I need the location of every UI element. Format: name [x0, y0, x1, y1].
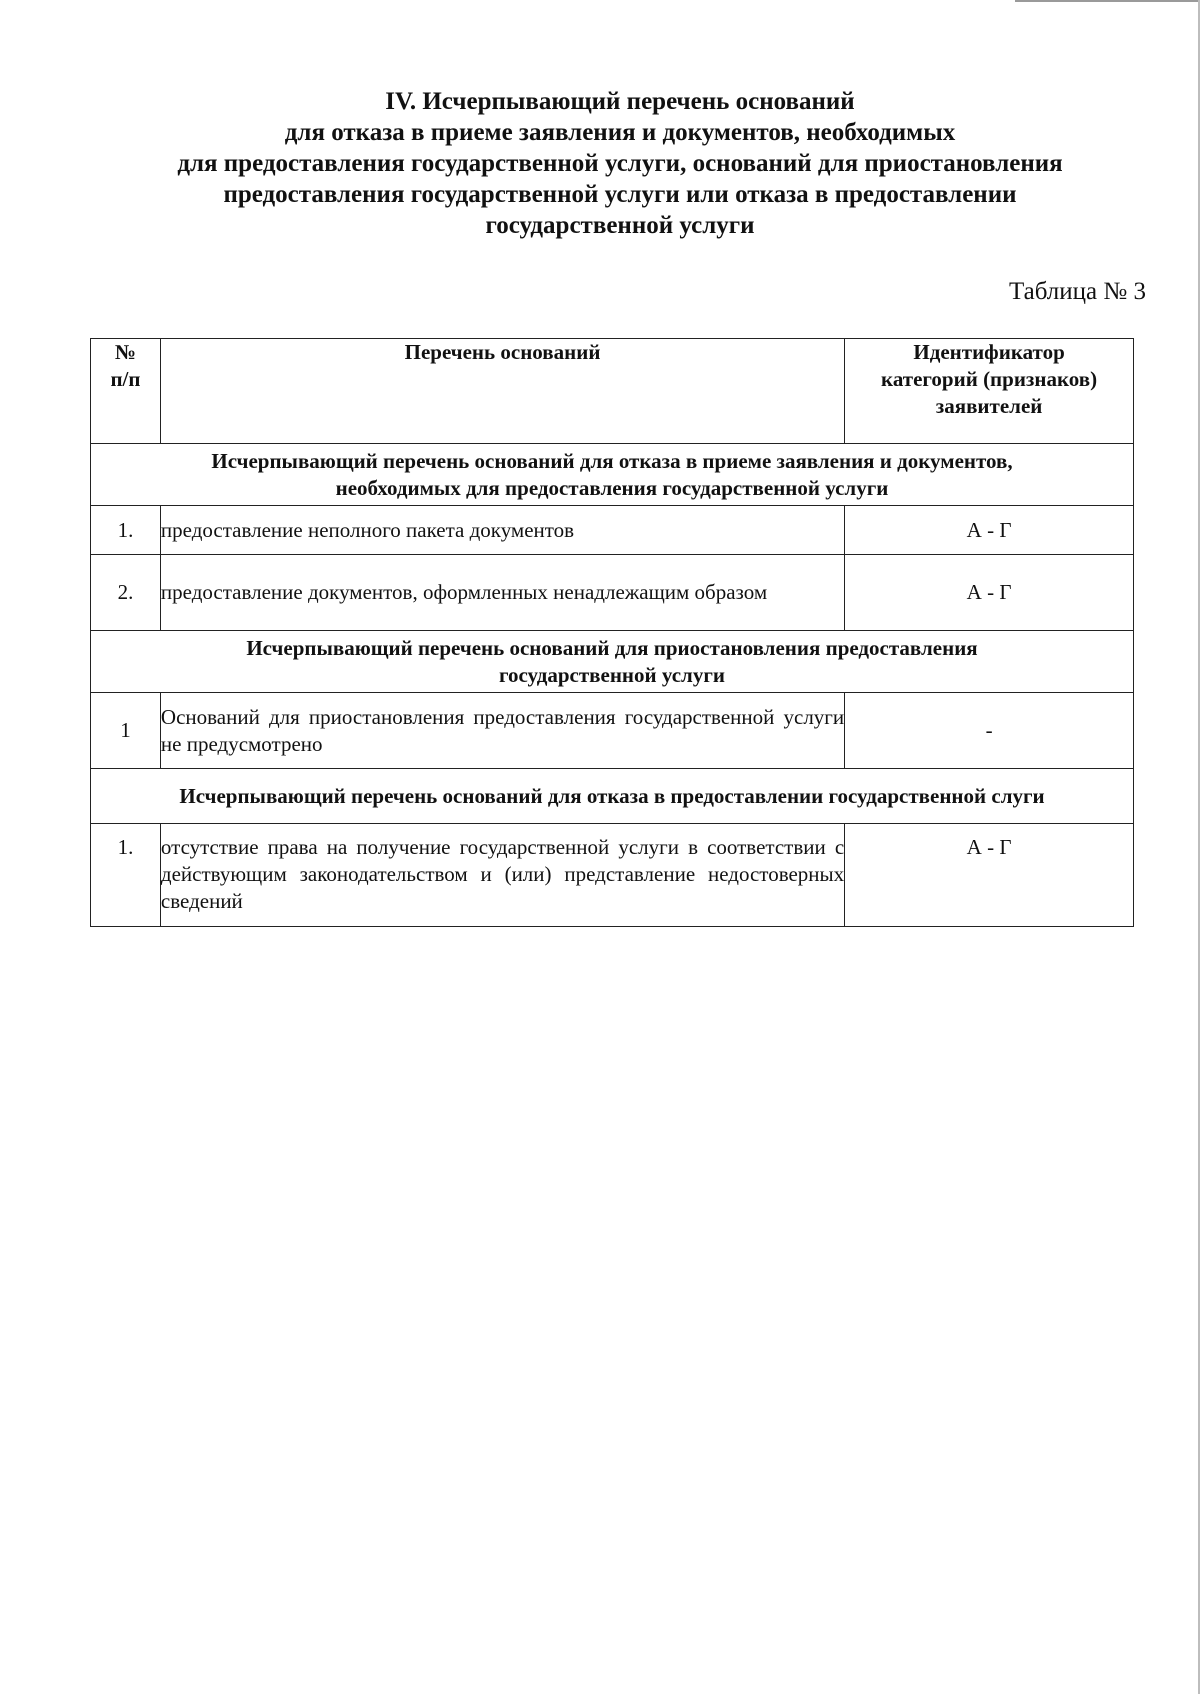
- title-line: государственной услуги: [485, 212, 755, 239]
- header-number: № п/п: [91, 339, 161, 444]
- row-number: 1.: [91, 506, 161, 555]
- section-title-refusal-acceptance: Исчерпывающий перечень оснований для отказа в приеме заявления и документов, необходимых для предоставления государственной услуги: [91, 444, 1134, 506]
- table-row: [91, 693, 1134, 769]
- row-ground-text: предоставление неполного пакета документов: [160, 506, 844, 555]
- table-row: [91, 506, 1134, 555]
- header-grounds-list: Перечень оснований: [160, 339, 844, 444]
- grounds-table: [90, 338, 1134, 927]
- title-line: предоставления государственной услуги или отказа в предоставлении: [223, 181, 1017, 208]
- row-ground-text: отсутствие права на получение государственной услуги в соответствии с действующим законодательством и (или) представление недостоверных сведений: [160, 824, 844, 927]
- row-category-id: -: [845, 693, 1134, 769]
- table-header-row: [91, 339, 1134, 444]
- row-number: 2.: [91, 555, 161, 631]
- row-ground-text: Оснований для приостановления предоставления государственной услуги не предусмотрено: [160, 693, 844, 769]
- title-line: для предоставления государственной услуги, оснований для приостановления: [177, 150, 1063, 177]
- row-category-id: А - Г: [845, 506, 1134, 555]
- scan-edge-top: [1015, 0, 1200, 2]
- table-row: [91, 555, 1134, 631]
- header-applicant-category-id: Идентификатор категорий (признаков) заявителей: [845, 339, 1134, 444]
- table-row: [91, 824, 1134, 927]
- section-row: [91, 444, 1134, 506]
- row-ground-text: предоставление документов, оформленных ненадлежащим образом: [160, 555, 844, 631]
- title-line: для отказа в приеме заявления и документов, необходимых: [284, 119, 956, 146]
- section-title: [90, 86, 1150, 241]
- table-label: Таблица № 3: [1008, 278, 1146, 305]
- title-line: IV. Исчерпывающий перечень оснований: [385, 88, 855, 115]
- section-title-suspension: Исчерпывающий перечень оснований для приостановления предоставления государственной услуги: [91, 631, 1134, 693]
- section-row: [91, 631, 1134, 693]
- section-title-refusal-provision: Исчерпывающий перечень оснований для отказа в предоставлении государственной слуги: [91, 769, 1134, 824]
- row-number: 1: [91, 693, 161, 769]
- row-category-id: А - Г: [845, 824, 1134, 927]
- row-category-id: А - Г: [845, 555, 1134, 631]
- section-row: [91, 769, 1134, 824]
- row-number: 1.: [91, 824, 161, 927]
